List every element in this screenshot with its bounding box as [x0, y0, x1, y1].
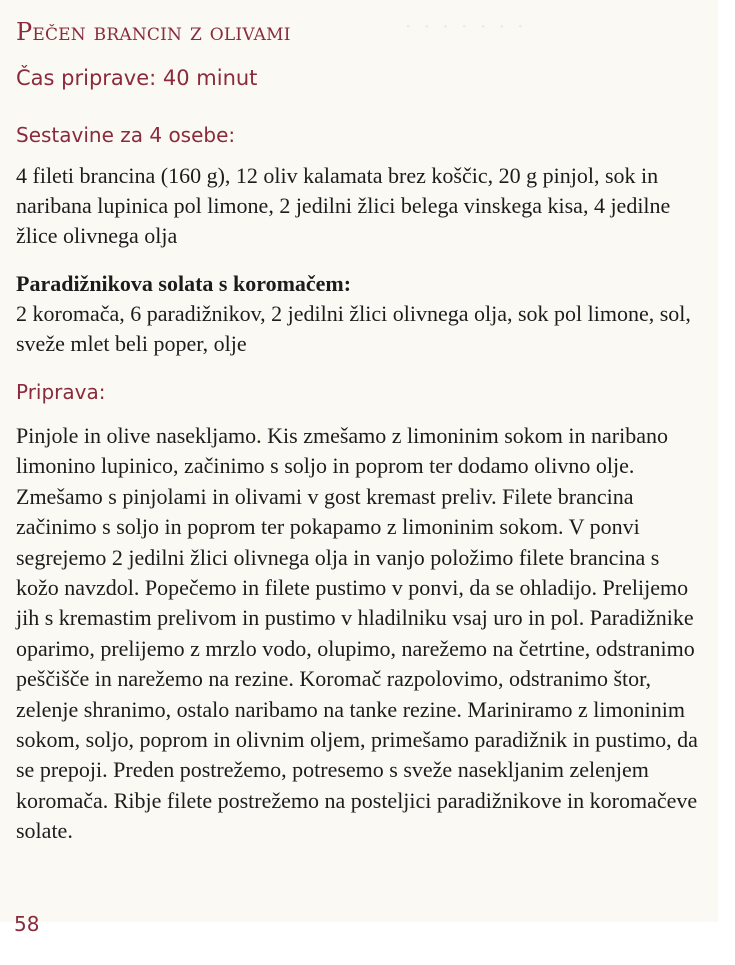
recipe-title: Pečen brancin z olivami: [16, 18, 291, 46]
method-heading: Priprava:: [16, 380, 106, 404]
salad-section: [16, 269, 706, 359]
prep-time: Čas priprave: 40 minut: [16, 66, 258, 90]
show-through-text: · · · · · · ·: [405, 14, 527, 38]
salad-heading: Paradižnikova solata s koromačem:: [16, 271, 352, 296]
ingredients-heading: Sestavine za 4 osebe:: [16, 123, 236, 147]
page-number: 58: [14, 912, 40, 936]
method-text: Pinjole in olive nasekljamo. Kis zmešamo z limoninim sokom in naribano limonino lupinico, začinimo s soljo in poprom ter dodamo olivno olje. Zmešamo s pinjolami in olivami v gost kremast preliv. Filete brancina začinimo s soljo in poprom ter pokapamo z limoninim sokom. V ponvi segrejemo 2 jedilni žlici olivnega olja in vanjo položimo filete brancina s kožo navzdol. Popečemo in filete pustimo v ponvi, da se ohladijo. Prelijemo jih s kremastim prelivom in pustimo v hladilniku vsaj uro in pol. Paradižnike oparimo, prelijemo z mrzlo vodo, olupimo, narežemo na četrtine, odstranimo peščišče in narežemo na rezine. Koromač razpolovimo, odstranimo štor, zelenje shranimo, ostalo naribamo na tanke rezine. Mariniramo z limoninim sokom, soljo, poprom in olivnim oljem, primešamo paradižnik in pustimo, da se prepoji. Preden postrežemo, potresemo s sveže nasekljanim zelenjem koromača. Ribje filete postrežemo na posteljici paradižnikove in koromačeve solate.: [16, 423, 698, 844]
ingredients-list: 4 fileti brancina (160 g), 12 oliv kalamata brez koščic, 20 g pinjol, sok in naribana lupinica pol limone, 2 jedilni žlici belega vinskega kisa, 4 jedilne žlice olivnega olja: [16, 163, 671, 248]
salad-ingredients: 2 koromača, 6 paradižnikov, 2 jedilni žlici olivnega olja, sok pol limone, sol, sveže mlet beli poper, olje: [16, 301, 691, 356]
